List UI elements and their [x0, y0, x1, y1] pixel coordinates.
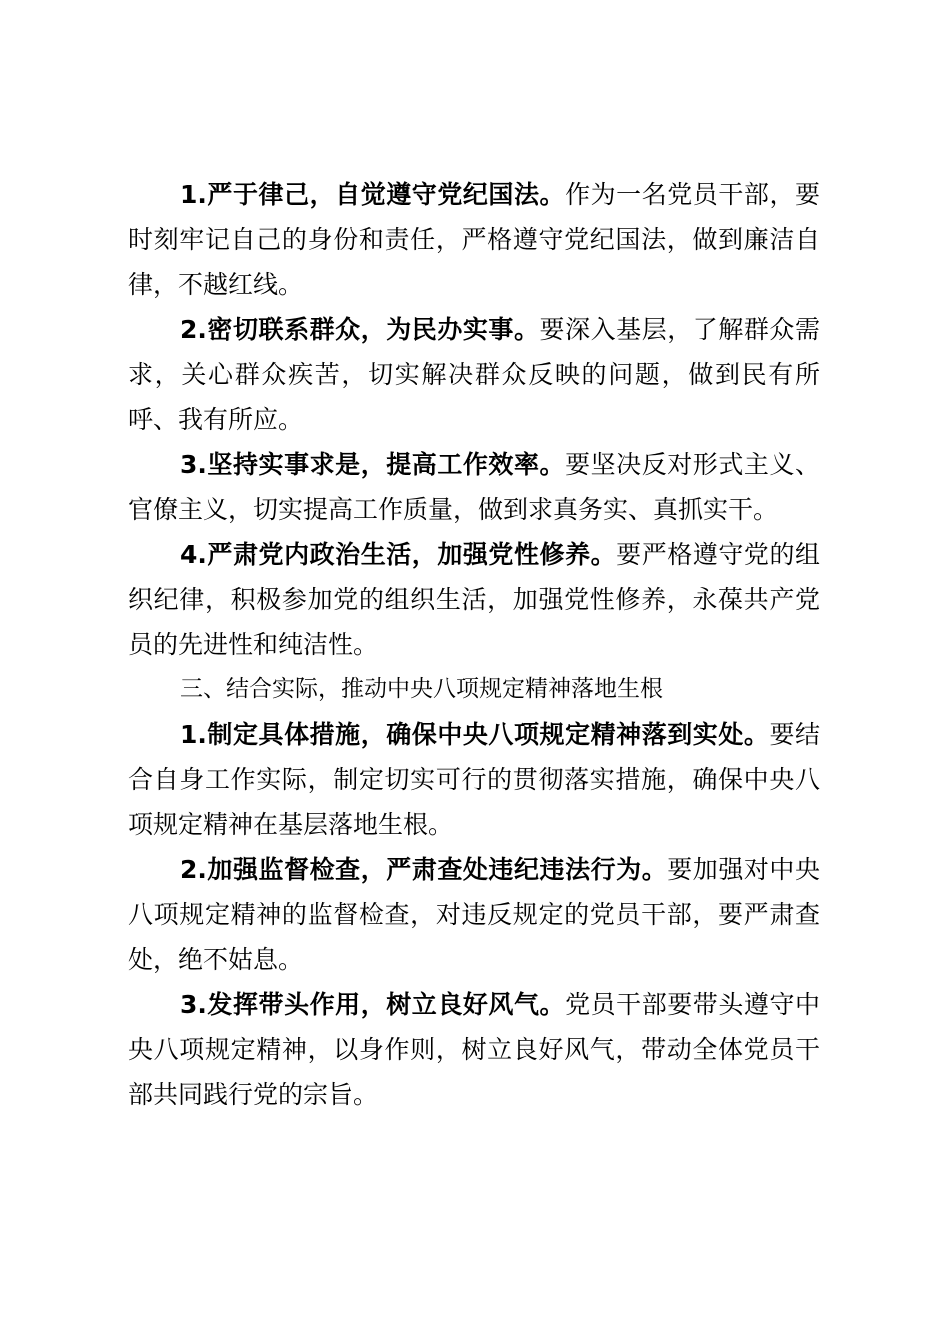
paragraph-body: 要加强对中央八项规定精神的监督检查，对违反规定的党员干部，要严肃查处，绝不姑息。 — [128, 855, 820, 974]
paragraph-body: 党员干部要带头遵守中央八项规定精神，以身作则，树立良好风气，带动全体党员干部共同践行党的宗旨。 — [128, 990, 820, 1109]
paragraph-lead: 3.坚持实事求是，提高工作效率。 — [180, 450, 566, 479]
paragraph-lead: 2.加强监督检查，严肃查处违纪违法行为。 — [180, 855, 668, 884]
paragraph-3 — [128, 442, 820, 532]
paragraph-body: 要坚决反对形式主义、官僚主义，切实提高工作质量，做到求真务实、真抓实干。 — [128, 450, 820, 524]
section-paragraph-3 — [128, 982, 820, 1117]
paragraph-lead: 1.制定具体措施，确保中央八项规定精神落到实处。 — [180, 720, 770, 749]
paragraph-body: 要深入基层，了解群众需求，关心群众疾苦，切实解决群众反映的问题，做到民有所呼、我有所应。 — [128, 315, 820, 434]
paragraph-lead: 2.密切联系群众，为民办实事。 — [180, 315, 540, 344]
paragraph-lead: 1.严于律己，自觉遵守党纪国法。 — [180, 180, 566, 209]
paragraph-lead: 4.严肃党内政治生活，加强党性修养。 — [180, 540, 617, 569]
paragraph-2 — [128, 307, 820, 442]
paragraph-lead: 3.发挥带头作用，树立良好风气。 — [180, 990, 566, 1019]
section-paragraph-2 — [128, 847, 820, 982]
document-page — [128, 172, 820, 1117]
paragraph-4 — [128, 532, 820, 667]
paragraph-body: 作为一名党员干部，要时刻牢记自己的身份和责任，严格遵守党纪国法，做到廉洁自律，不越红线。 — [128, 180, 820, 299]
section-heading: 三、结合实际，推动中央八项规定精神落地生根 — [180, 676, 663, 702]
paragraph-body: 要结合自身工作实际，制定切实可行的贯彻落实措施，确保中央八项规定精神在基层落地生根。 — [128, 720, 820, 839]
section-paragraph-1 — [128, 712, 820, 847]
paragraph-1 — [128, 172, 820, 307]
paragraph-body: 要严格遵守党的组织纪律，积极参加党的组织生活，加强党性修养，永葆共产党员的先进性和纯洁性。 — [128, 540, 820, 659]
